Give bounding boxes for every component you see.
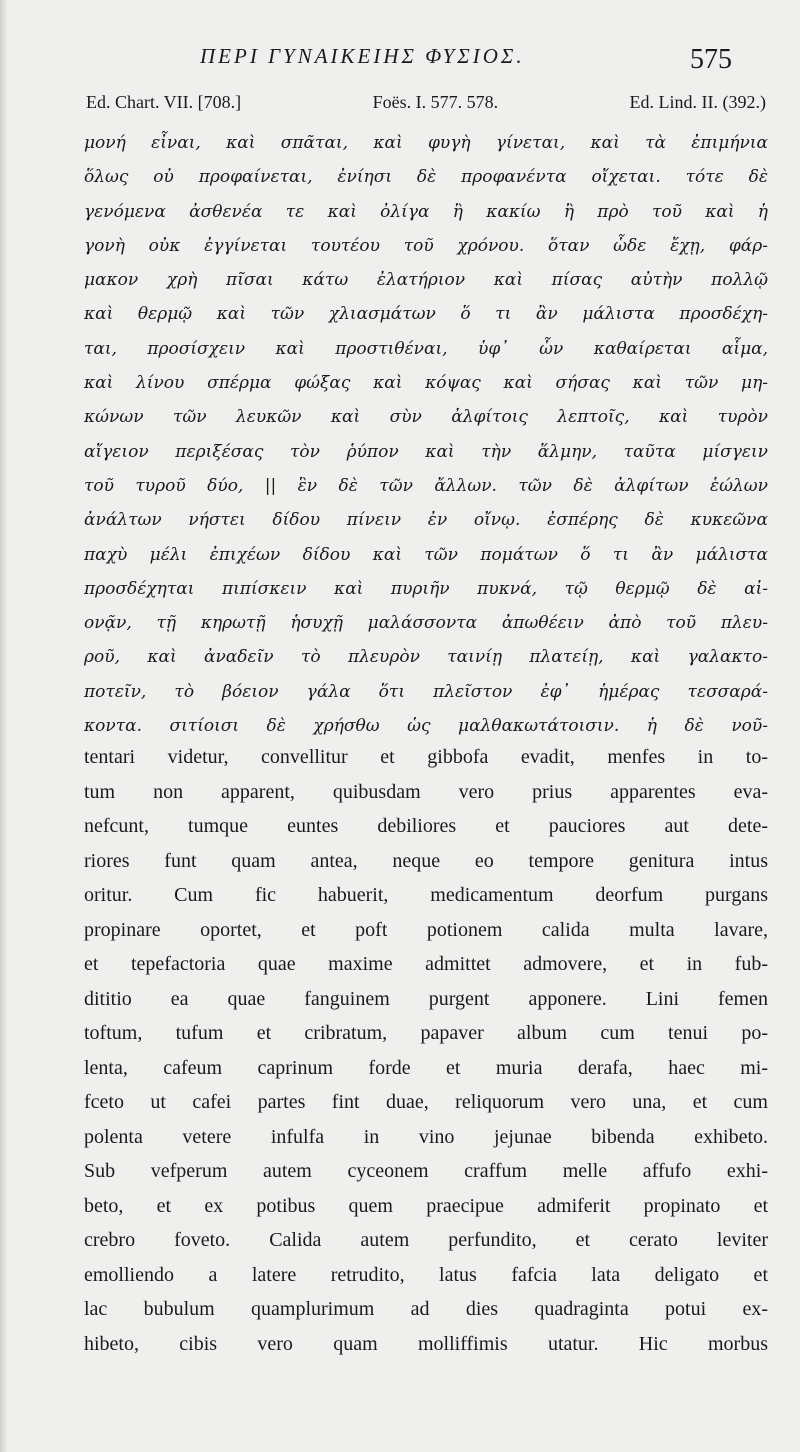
greek-line: γενόμενα ἀσθενέα τε καὶ ὀλίγα ἢ κακίω ἢ πρὸ τοῦ καὶ ἡ [84, 201, 768, 222]
greek-line: ονᾷν, τῇ κηρωτῇ ἡσυχῇ μαλάσσοντα ἀπωθέειν ἀπὸ τοῦ πλευ- [84, 613, 768, 634]
greek-line: τοῦ τυροῦ δύο, || ἓν δὲ τῶν ἄλλων. τῶν δὲ ἀλφίτων ἑώλων [84, 475, 768, 496]
latin-line: tum non apparent, quibusdam vero prius apparentes eva- [84, 780, 768, 803]
latin-line: fceto ut cafei partes fint duae, reliquorum vero una, et cum [84, 1091, 768, 1113]
latin-line: tentari videtur, convellitur et gibbofa evadit, menfes in to- [84, 746, 768, 768]
latin-line: hibeto, cibis vero quam molliffimis utatur. Hic morbus [84, 1332, 768, 1355]
greek-line: αἴγειον περιξέσας τὸν ῥύπον καὶ τὴν ἅλμην, ταῦτα μίσγειν [84, 441, 768, 462]
edition-lind-ref: Ed. Lind. II. (392.) [629, 92, 766, 112]
greek-line: προσδέχηται πιπίσκειν καὶ πυριῆν πυκνά, τῷ θερμῷ δὲ αἰ- [84, 578, 768, 599]
greek-line: καὶ θερμῷ καὶ τῶν χλιασμάτων ὅ τι ἂν μάλιστα προσδέχη- [84, 304, 768, 325]
latin-line: nefcunt, tumque euntes debiliores et pauciores aut dete- [84, 815, 768, 837]
latin-line: Sub vefperum autem cyceonem craffum melle affufo exhi- [84, 1160, 768, 1182]
edition-foes-ref: Foës. I. 577. 578. [372, 92, 499, 112]
greek-line: ροῦ, καὶ ἀναδεῖν τὸ πλευρὸν ταινίῃ πλατείῃ, καὶ γαλακτο- [84, 647, 768, 668]
greek-line: ἀνάλτων νήστει δίδου πίνειν ἐν οἴνῳ. ἐσπέρης δὲ κυκεῶνα [84, 510, 768, 531]
latin-line: oritur. Cum fic habuerit, medicamentum deorfum purgans [84, 884, 768, 906]
greek-line: ὅλως οὐ προφαίνεται, ἐνίησι δὲ προφανέντα οἴχεται. τότε δὲ [84, 167, 768, 188]
latin-line: toftum, tufum et cribratum, papaver album cum tenui po- [84, 1022, 768, 1044]
latin-line: et tepefactoria quae maxime admittet admovere, et in fub- [84, 953, 768, 975]
page-number: 575 [690, 44, 732, 75]
greek-line: μακον χρὴ πῖσαι κάτω ἐλατήριον καὶ πίσας αὐτὴν πολλῷ [84, 270, 768, 291]
greek-line: μονή εἶναι, καὶ σπᾶται, καὶ φυγὴ γίνεται, καὶ τὰ ἐπιμήνια [84, 133, 768, 153]
latin-line: crebro foveto. Calida autem perfundito, et cerato leviter [84, 1229, 768, 1251]
latin-line: polenta vetere infulfa in vino jejunae bibenda exhibeto. [84, 1125, 768, 1148]
greek-text-block [84, 126, 768, 743]
greek-line: κοντα. σιτίοισι δὲ χρήσθω ὡς μαλθακωτάτοισιν. ἡ δὲ νοῦ- [84, 716, 768, 737]
greek-line: καὶ λίνου σπέρμα φώξας καὶ κόψας καὶ σήσας καὶ τῶν μη- [84, 373, 768, 394]
greek-line: παχὺ μέλι ἐπιχέων δίδου καὶ τῶν πομάτων ὅ τι ἂν μάλιστα [84, 544, 768, 565]
latin-line: lenta, cafeum caprinum forde et muria derafa, haec mi- [84, 1056, 768, 1079]
latin-line: beto, et ex potibus quem praecipue admiferit propinato et [84, 1194, 768, 1217]
latin-line: propinare oportet, et poft potionem calida multa lavare, [84, 918, 768, 941]
latin-line: lac bubulum quamplurimum ad dies quadraginta potui ex- [84, 1298, 768, 1320]
greek-line: κώνων τῶν λευκῶν καὶ σὺν ἀλφίτοις λεπτοῖς, καὶ τυρὸν [84, 407, 768, 428]
edition-chart-ref: Ed. Chart. VII. [708.] [86, 92, 242, 112]
latin-line: dititio ea quae fanguinem purgent apponere. Lini femen [84, 987, 768, 1010]
greek-line: ποτεῖν, τὸ βόειον γάλα ὅτι πλεῖστον ἐφ᾽ ἡμέρας τεσσαρά- [84, 681, 768, 702]
latin-line: riores funt quam antea, neque eo tempore genitura intus [84, 849, 768, 872]
latin-line: emolliendo a latere retrudito, latus fafcia lata deligato et [84, 1263, 768, 1286]
latin-text-block [84, 740, 768, 1361]
running-title: ΠΕΡΙ ΓΥΝΑΙΚΕΙΗΣ ΦΥΣΙΟΣ. [200, 44, 525, 68]
greek-line: γονὴ οὐκ ἐγγίνεται τουτέου τοῦ χρόνου. ὅταν ὧδε ἔχῃ, φάρ- [84, 235, 768, 256]
edition-references [86, 92, 766, 113]
greek-line: ται, προσίσχειν καὶ προστιθέναι, ὑφ᾽ ὧν καθαίρεται αἷμα, [84, 338, 768, 359]
